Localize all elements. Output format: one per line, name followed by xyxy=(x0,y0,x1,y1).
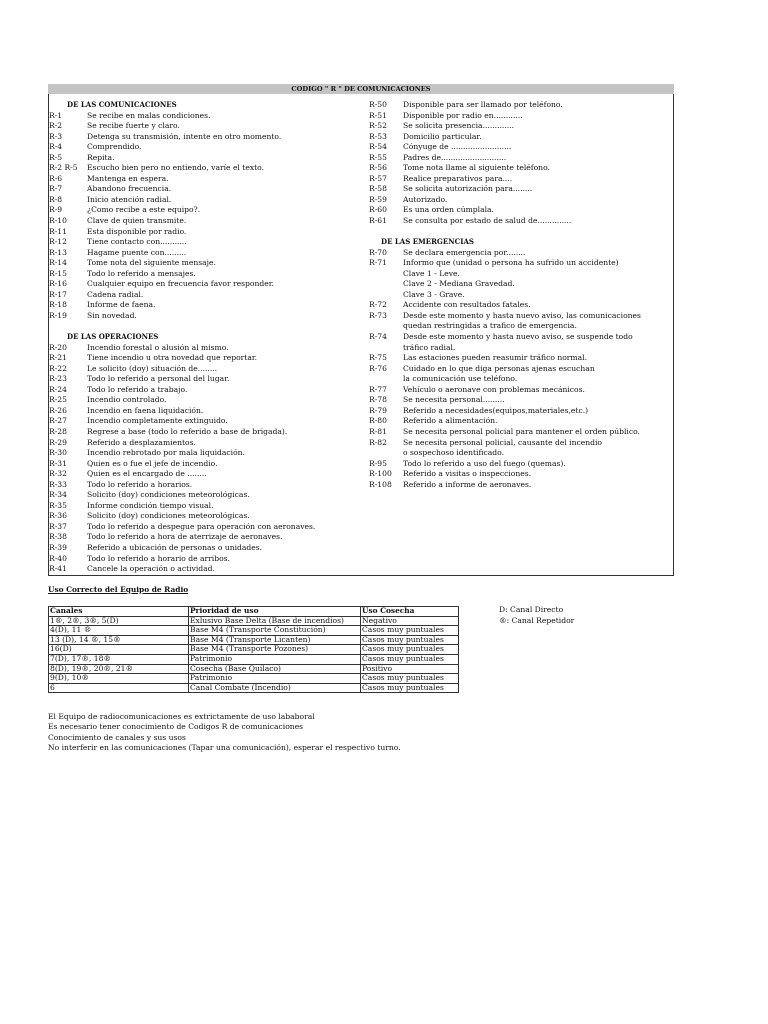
legend-directo: D: Canal Directo xyxy=(499,605,564,614)
code-number: R-70 xyxy=(369,247,387,257)
code-description: Informe condición tiempo visual. xyxy=(87,500,214,510)
code-row xyxy=(49,564,367,575)
code-number: R-51 xyxy=(369,110,387,120)
code-row xyxy=(369,111,673,122)
code-description: Detenga su transmisión, intente en otro momento. xyxy=(87,131,282,141)
note-line: Es necesario tener conocimiento de Codigos R de comunicaciones xyxy=(48,722,304,732)
code-number: R-32 xyxy=(49,469,67,479)
code-number: R-80 xyxy=(369,416,387,426)
code-description: Padres de........................... xyxy=(403,152,507,162)
spacer xyxy=(49,321,367,332)
code-number: R-50 xyxy=(369,100,387,109)
code-row xyxy=(49,511,367,522)
code-description: Todo lo referido a uso del fuego (quemas). xyxy=(403,458,566,468)
code-description: Se necesita personal policial, causante del incendio xyxy=(403,437,602,447)
cell-uso-cosecha: Negativo xyxy=(361,616,459,626)
code-number xyxy=(369,374,403,385)
cell-prioridad: Base M4 (Transporte Licanten) xyxy=(189,635,361,645)
code-row xyxy=(49,501,367,512)
code-row xyxy=(49,237,367,248)
code-number: R-7 xyxy=(49,184,63,194)
code-number: R-1 xyxy=(49,110,63,120)
code-row xyxy=(49,438,367,449)
code-description: Tome nota del siguiente mensaje. xyxy=(87,258,216,268)
code-number: R-53 xyxy=(369,131,387,141)
code-row xyxy=(49,353,367,364)
cell-canales: 6 xyxy=(49,683,189,693)
code-description: Domicilio particular. xyxy=(403,131,482,141)
code-number xyxy=(369,448,403,459)
code-description: Se solicita presencia............. xyxy=(403,121,514,131)
code-row xyxy=(49,153,367,164)
code-number: R-61 xyxy=(369,216,387,226)
table-row xyxy=(49,626,459,636)
code-row xyxy=(49,364,367,375)
code-number: R-14 xyxy=(49,258,67,268)
code-row xyxy=(369,448,673,459)
code-row xyxy=(369,469,673,480)
code-description: Tome nota llame al siguiente teléfono. xyxy=(403,163,550,173)
code-description: Solicito (doy) condiciones meteorológicas. xyxy=(87,490,250,500)
code-description: Se solicita autorización para........ xyxy=(403,184,533,194)
code-row xyxy=(49,554,367,565)
code-number: R-10 xyxy=(49,216,67,226)
code-description: tráfico radial. xyxy=(403,342,456,352)
code-row xyxy=(369,332,673,343)
code-row xyxy=(49,406,367,417)
code-number: R-11 xyxy=(49,226,67,236)
code-row xyxy=(369,174,673,185)
code-description: Las estaciones pueden reasumir tráfico normal. xyxy=(403,353,587,363)
code-description: Incendio forestal o alusión al mismo. xyxy=(87,342,229,352)
header-prioridad: Prioridad de uso xyxy=(189,607,361,617)
code-number: R-23 xyxy=(49,374,67,384)
code-row xyxy=(369,406,673,417)
code-row xyxy=(369,343,673,354)
code-row xyxy=(369,132,673,143)
left-column xyxy=(49,100,367,575)
code-row xyxy=(369,248,673,259)
code-row xyxy=(49,374,367,385)
cell-uso-cosecha: Casos muy puntuales xyxy=(361,645,459,655)
code-row xyxy=(369,427,673,438)
code-row xyxy=(369,374,673,385)
code-number xyxy=(369,343,403,354)
code-description: Todo lo referido a horario de arribos. xyxy=(87,553,230,563)
code-description: Referido a desplazamientos. xyxy=(87,437,196,447)
code-row xyxy=(49,258,367,269)
code-number: R-12 xyxy=(49,237,67,247)
cell-uso-cosecha: Casos muy puntuales xyxy=(361,654,459,664)
code-description: Todo lo referido a personal del lugar. xyxy=(87,374,230,384)
code-number: R-73 xyxy=(369,310,387,320)
code-number: R-52 xyxy=(369,121,387,131)
cell-uso-cosecha: Casos muy puntuales xyxy=(361,674,459,684)
code-description: Cancele la operación o actividad. xyxy=(87,564,215,574)
code-row xyxy=(49,279,367,290)
code-number: R-74 xyxy=(369,332,387,342)
channels-table xyxy=(48,606,459,693)
code-row xyxy=(369,480,673,491)
code-row xyxy=(369,364,673,375)
header-canales: Canales xyxy=(49,607,189,617)
code-description: Escucho bien pero no entiendo, varíe el texto. xyxy=(87,163,265,173)
code-description: Cónyuge de ......................... xyxy=(403,142,512,152)
code-row xyxy=(49,142,367,153)
code-number xyxy=(369,321,403,332)
code-row xyxy=(369,184,673,195)
code-number: R-58 xyxy=(369,184,387,194)
codes-table xyxy=(48,94,674,576)
code-number: R-31 xyxy=(49,458,67,468)
code-description: la comunicación use teléfono. xyxy=(403,374,518,384)
code-description: Desde este momento y hasta nuevo aviso, las comunicaciones xyxy=(403,310,641,320)
code-number: R-30 xyxy=(49,448,67,458)
radio-section-title: Uso Correcto del Equipo de Radio xyxy=(48,585,189,594)
code-row xyxy=(49,385,367,396)
note-line: El Equipo de radiocomunicaciones es extrictamente de uso lababoral xyxy=(48,712,315,721)
code-row xyxy=(49,427,367,438)
code-number: R-5 xyxy=(49,152,63,162)
code-number: R-26 xyxy=(49,405,67,415)
code-row xyxy=(369,258,673,269)
code-description: Le solicito (doy) situación de........ xyxy=(87,363,218,373)
cell-canales: 8(D), 19®, 20®, 21® xyxy=(49,664,189,674)
code-row xyxy=(49,248,367,259)
code-number: R-34 xyxy=(49,490,67,500)
note-line: Conocimiento de canales y sus usos xyxy=(48,732,186,742)
cell-prioridad: Canal Combate (Incendio) xyxy=(189,683,361,693)
cell-canales: 9(D), 10® xyxy=(49,674,189,684)
code-row xyxy=(369,459,673,470)
code-row xyxy=(369,353,673,364)
code-description: Clave 3 - Grave. xyxy=(403,289,465,299)
code-description: Clave de quien transmite. xyxy=(87,216,187,226)
cell-uso-cosecha: Casos muy puntuales xyxy=(361,683,459,693)
cell-prioridad: Patrimonio xyxy=(189,654,361,664)
code-row xyxy=(369,300,673,311)
code-row xyxy=(49,205,367,216)
code-description: Esta disponible por radio. xyxy=(87,226,187,236)
code-number: R-39 xyxy=(49,542,67,552)
code-description: Todo lo referido a hora de aterrizaje de aeronaves. xyxy=(87,532,283,542)
code-number: R-81 xyxy=(369,426,387,436)
code-description: Disponible por radio en............ xyxy=(403,110,523,120)
code-number: R-78 xyxy=(369,395,387,405)
cell-prioridad: Patrimonio xyxy=(189,674,361,684)
code-row xyxy=(369,269,673,280)
code-row xyxy=(49,121,367,132)
code-number: R-3 xyxy=(49,131,63,141)
code-number: R-76 xyxy=(369,363,387,373)
code-description: Incendio rebrotado por mala liquidación. xyxy=(87,448,245,458)
code-number: R-20 xyxy=(49,342,67,352)
code-number xyxy=(369,269,403,280)
code-description: quedan restringidas a trafico de emergencia. xyxy=(403,321,577,331)
code-description: Todo lo referido a horarios. xyxy=(87,479,193,489)
code-number: R-29 xyxy=(49,437,67,447)
code-description: Solicito (doy) condiciones meteorológicas. xyxy=(87,511,250,521)
code-number: R-60 xyxy=(369,205,387,215)
header-uso-cosecha: Uso Cosecha xyxy=(361,607,459,617)
table-row xyxy=(49,683,459,693)
code-number: R-100 xyxy=(369,469,392,479)
code-number: R-16 xyxy=(49,279,67,289)
code-row xyxy=(49,543,367,554)
page-title: CODIGO " R " DE COMUNICACIONES xyxy=(48,84,674,94)
code-row xyxy=(49,300,367,311)
cell-canales: 4(D), 11 ® xyxy=(49,626,189,636)
section-heading: DE LAS OPERACIONES xyxy=(67,332,159,342)
code-number: R-22 xyxy=(49,363,67,373)
code-description: Se necesita personal......... xyxy=(403,395,505,405)
code-row xyxy=(49,195,367,206)
code-description: Clave 2 - Mediana Gravedad. xyxy=(403,279,515,289)
code-description: Autorizado. xyxy=(403,194,448,204)
code-row xyxy=(369,279,673,290)
code-description: Referido a ubicación de personas o unidades. xyxy=(87,542,263,552)
code-row xyxy=(369,216,673,227)
code-description: Se declara emergencia por........ xyxy=(403,247,526,257)
code-row xyxy=(49,311,367,322)
code-row xyxy=(49,395,367,406)
code-number: R-108 xyxy=(369,479,392,489)
code-number: R-55 xyxy=(369,152,387,162)
code-description: Incendio controlado. xyxy=(87,395,167,405)
code-number: R-79 xyxy=(369,405,387,415)
code-number: R-54 xyxy=(369,142,387,152)
code-number xyxy=(369,279,403,290)
code-row xyxy=(49,522,367,533)
code-row xyxy=(49,163,367,174)
code-row xyxy=(49,448,367,459)
code-description: Tiene contacto con........... xyxy=(87,237,187,247)
code-description: Informe de faena. xyxy=(87,300,156,310)
code-description: Referido a visitas o inspecciones. xyxy=(403,469,532,479)
code-row xyxy=(369,153,673,164)
code-description: Referido a necesidades(equipos,materiales,etc.) xyxy=(403,405,589,415)
cell-prioridad: Base M4 (Transporte Constitución) xyxy=(189,626,361,636)
table-row xyxy=(49,674,459,684)
code-description: Quien es o fue el jefe de incendio. xyxy=(87,458,218,468)
code-number: R-28 xyxy=(49,426,67,436)
code-description: Informo que (unidad o persona ha sufrido un accidente) xyxy=(403,258,619,268)
code-number xyxy=(369,290,403,301)
code-description: Regrese a base (todo lo referido a base de brigada). xyxy=(87,426,288,436)
code-row xyxy=(49,269,367,280)
code-description: Cuidado en lo que diga personas ajenas escuchan xyxy=(403,363,595,373)
code-number: R-25 xyxy=(49,395,67,405)
legend-repetidor: ®: Canal Repetidor xyxy=(499,615,575,625)
code-description: Se necesita personal policial para mantener el orden público. xyxy=(403,426,640,436)
code-row xyxy=(49,290,367,301)
code-number: R-36 xyxy=(49,511,67,521)
code-number: R-18 xyxy=(49,300,67,310)
code-description: Desde este momento y hasta nuevo aviso, se suspende todo xyxy=(403,332,633,342)
code-description: Disponible para ser llamado por teléfono. xyxy=(403,100,563,109)
code-number: R-17 xyxy=(49,289,67,299)
code-row xyxy=(49,111,367,122)
code-number: R-19 xyxy=(49,310,67,320)
code-number: R-75 xyxy=(369,353,387,363)
section-heading: DE LAS COMUNICACIONES xyxy=(67,100,177,109)
code-row xyxy=(49,174,367,185)
code-description: Es una orden cúmplala. xyxy=(403,205,494,215)
code-row xyxy=(49,459,367,470)
table-row xyxy=(49,654,459,664)
code-description: Comprendido. xyxy=(87,142,142,152)
cell-uso-cosecha: Positivo xyxy=(361,664,459,674)
code-row xyxy=(369,385,673,396)
code-number: R-8 xyxy=(49,194,63,204)
code-number: R-13 xyxy=(49,247,67,257)
code-row xyxy=(49,132,367,143)
code-row xyxy=(49,469,367,480)
cell-canales: 13 (D), 14 ®, 15® xyxy=(49,635,189,645)
code-row xyxy=(49,532,367,543)
code-number: R-6 xyxy=(49,173,63,183)
code-number: R-40 xyxy=(49,553,67,563)
code-row xyxy=(369,311,673,322)
code-description: Vehículo o aeronave con problemas mecánicos. xyxy=(403,384,585,394)
cell-canales: 7(D), 17®, 18® xyxy=(49,654,189,664)
code-number: R-59 xyxy=(369,194,387,204)
code-row xyxy=(369,100,673,111)
code-number: R-56 xyxy=(369,163,387,173)
code-row xyxy=(49,416,367,427)
code-row xyxy=(49,184,367,195)
code-description: Incendio en faena liquidación. xyxy=(87,405,204,415)
code-number: R-33 xyxy=(49,479,67,489)
code-number: R-82 xyxy=(369,437,387,447)
code-number: R-38 xyxy=(49,532,67,542)
code-number: R-35 xyxy=(49,500,67,510)
code-row xyxy=(369,321,673,332)
cell-uso-cosecha: Casos muy puntuales xyxy=(361,626,459,636)
code-description: Se recibe en malas condiciones. xyxy=(87,110,211,120)
code-row xyxy=(49,490,367,501)
code-description: Accidente con resultados fatales. xyxy=(403,300,531,310)
code-number: R-21 xyxy=(49,353,67,363)
code-row xyxy=(369,438,673,449)
code-description: Se consulta por estado de salud de.............. xyxy=(403,216,572,226)
code-description: Tiene incendio u otra novedad que reportar. xyxy=(87,353,258,363)
code-number: R-2 xyxy=(49,121,63,131)
code-description: Todo lo referido a despegue para operación con aeronaves. xyxy=(87,521,316,531)
code-row xyxy=(369,290,673,301)
code-row xyxy=(369,121,673,132)
code-description: Abandono frecuencia. xyxy=(87,184,172,194)
section-heading: DE LAS EMERGENCIAS xyxy=(381,237,474,247)
code-description: Todo lo referido a trabajo. xyxy=(87,384,188,394)
code-number: R-77 xyxy=(369,384,387,394)
code-description: Quien es el encargado de ........ xyxy=(87,469,207,479)
channels-header-row xyxy=(49,607,459,617)
code-row xyxy=(49,227,367,238)
right-column xyxy=(369,100,673,490)
code-number: R-9 xyxy=(49,205,63,215)
code-row xyxy=(49,343,367,354)
channel-legend xyxy=(499,605,574,626)
code-number: R-2 R-5 xyxy=(49,163,78,173)
code-description: Inicio atención radial. xyxy=(87,194,172,204)
code-description: Se recibe fuerte y claro. xyxy=(87,121,180,131)
code-number: R-37 xyxy=(49,521,67,531)
code-description: Realice preparativos para.... xyxy=(403,173,513,183)
code-number: R-27 xyxy=(49,416,67,426)
code-description: Referido a informe de aeronaves. xyxy=(403,479,532,489)
cell-prioridad: Cosecha (Base Quilaco) xyxy=(189,664,361,674)
cell-prioridad: Base M4 (Transporte Pozones) xyxy=(189,645,361,655)
code-description: Sin novedad. xyxy=(87,310,137,320)
cell-canales: 16(D) xyxy=(49,645,189,655)
cell-uso-cosecha: Casos muy puntuales xyxy=(361,635,459,645)
cell-prioridad: Exlusivo Base Delta (Base de incendios) xyxy=(189,616,361,626)
code-description: Repita. xyxy=(87,152,115,162)
code-description: Hagame puente con......... xyxy=(87,247,187,257)
code-row xyxy=(49,216,367,227)
note-line: No interferir en las comunicaciones (Tapar una comunicación), esperar el respectivo turno. xyxy=(48,743,401,753)
spacer xyxy=(369,227,673,238)
code-number: R-71 xyxy=(369,258,387,268)
usage-notes xyxy=(48,712,401,754)
code-row xyxy=(49,480,367,491)
code-row xyxy=(369,163,673,174)
code-description: Referido a alimentación. xyxy=(403,416,498,426)
code-number: R-41 xyxy=(49,564,67,574)
code-row xyxy=(369,195,673,206)
cell-canales: 1®, 2®, 3®, 5(D) xyxy=(49,616,189,626)
code-description: ¿Como recibe a este equipo?. xyxy=(87,205,201,215)
code-description: Mantenga en espera. xyxy=(87,173,169,183)
code-description: Cualquier equipo en frecuencia favor responder. xyxy=(87,279,274,289)
code-description: Incendio completamente extinguido. xyxy=(87,416,228,426)
code-number: R-95 xyxy=(369,458,387,468)
code-row xyxy=(369,416,673,427)
code-row xyxy=(369,142,673,153)
code-number: R-72 xyxy=(369,300,387,310)
code-description: Clave 1 - Leve. xyxy=(403,268,460,278)
code-description: o sospechoso identificado. xyxy=(403,448,505,458)
code-number: R-24 xyxy=(49,384,67,394)
code-row xyxy=(369,395,673,406)
code-number: R-57 xyxy=(369,173,387,183)
code-number: R-4 xyxy=(49,142,63,152)
code-row xyxy=(369,205,673,216)
code-description: Cadena radial. xyxy=(87,289,144,299)
code-number: R-15 xyxy=(49,268,67,278)
code-description: Todo lo referido a mensajes. xyxy=(87,268,196,278)
